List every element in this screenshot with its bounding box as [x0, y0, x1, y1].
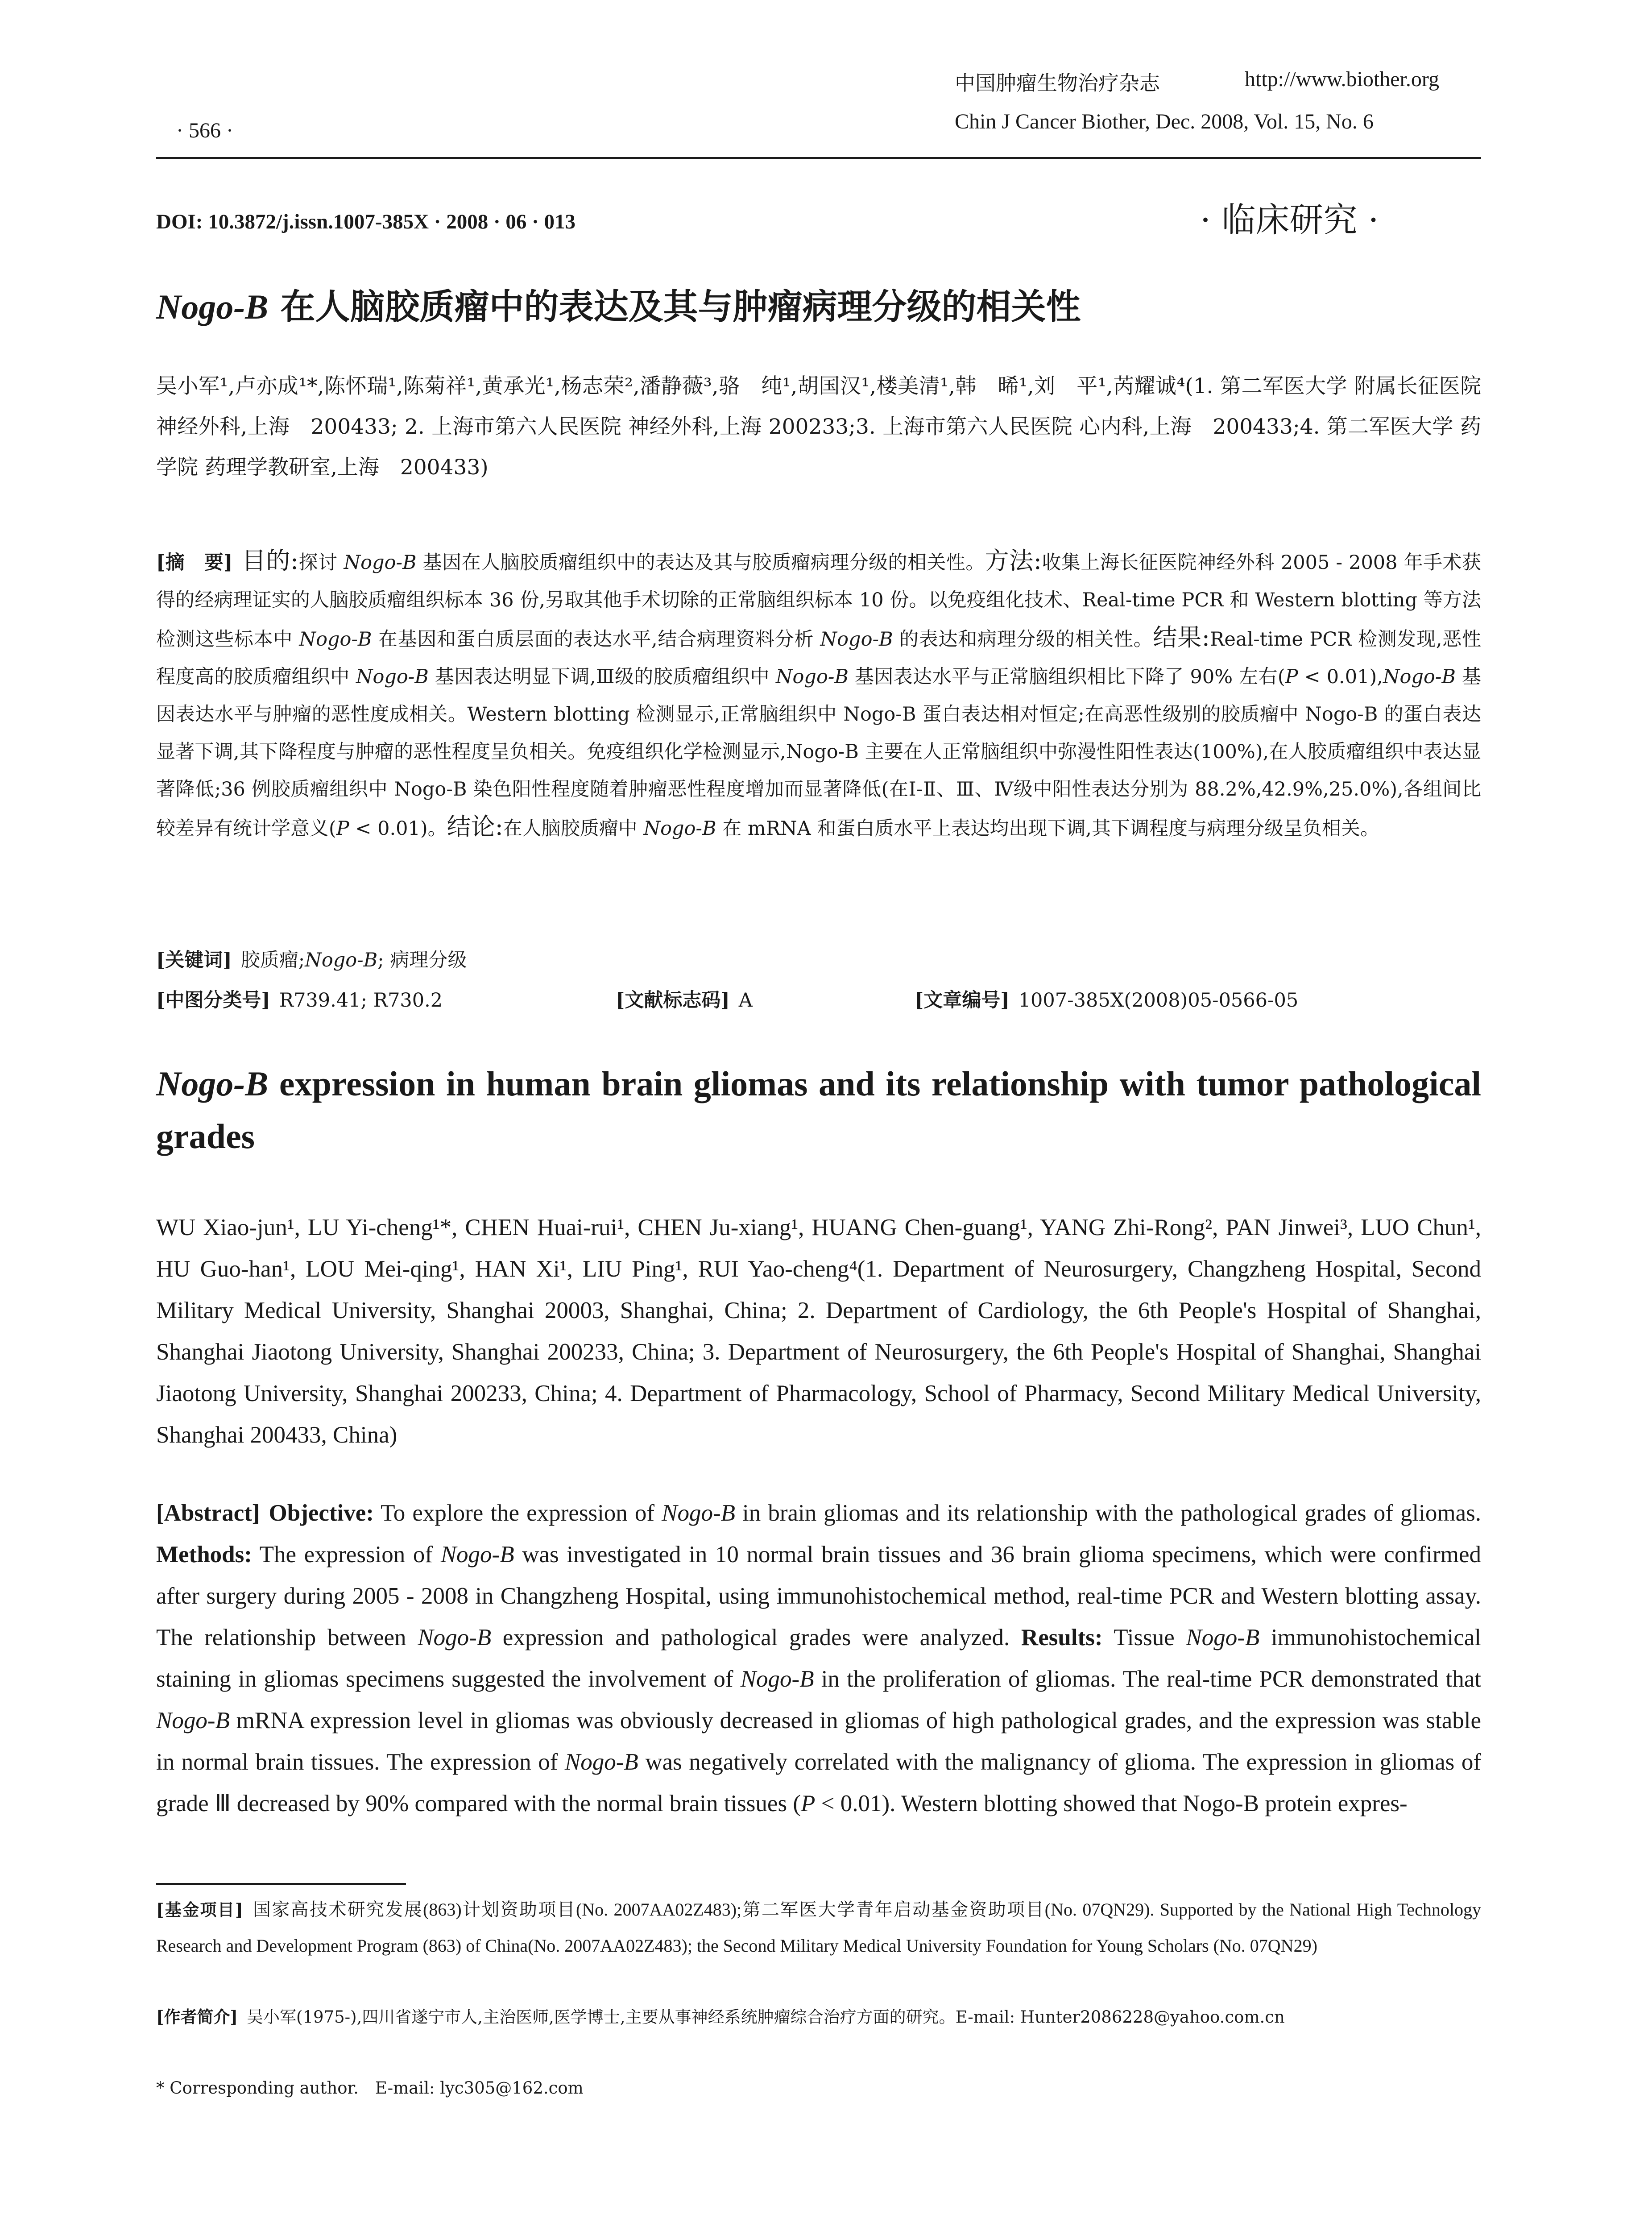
journal-issue: Chin J Cancer Biother, Dec. 2008, Vol. 15, No. 6: [955, 110, 1374, 133]
abstract-cn-label: [摘 要]: [156, 552, 233, 574]
clc-number: [中图分类号] R739.41; R730.2: [156, 989, 443, 1012]
footnote-author: [作者简介] 吴小军(1975-),四川省遂宁市人,主治医师,医学博士,主要从事神经系统肿瘤综合治疗方面的研究。E-mail: Hunter2086228@yahoo.com.cn: [156, 2007, 1285, 2027]
journal-name-cn: 中国肿瘤生物治疗杂志: [955, 71, 1160, 95]
footnote-funding: [基金项目] 国家高技术研究发展(863)计划资助项目(No. 2007AA02Z483);第二军医大学青年启动基金资助项目(No. 07QN29). Supported by the National High Technology Research and Development Program (863) of China(No. 2007AA02Z483); the Second Military Medical University Foundation for Young Scholars (No. 07QN29): [156, 1899, 1481, 1956]
keywords-cn: [关键词] 胶质瘤;Nogo-B; 病理分级: [156, 949, 467, 971]
journal-url[interactable]: http://www.biother.org: [1245, 67, 1439, 91]
abstract-en-label: [Abstract]: [156, 1500, 260, 1526]
footnote-rule: [156, 1883, 406, 1885]
authors-cn: 吴小军¹,卢亦成¹*,陈怀瑞¹,陈菊祥¹,黄承光¹,杨志荣²,潘静薇³,骆 纯¹,胡国汉¹,楼美清¹,韩 晞¹,刘 平¹,芮耀诚⁴(1. 第二军医大学 附属长征医院 神经外科,上海 200433; 2. 上海市第六人民医院 神经外科,上海 200233;3. 上海市第六人民医院 心内科,上海 200433;4. 第二军医大学 药学院 药理学教研室,上海 200433): [156, 374, 1481, 480]
abstract-en: [Abstract] Objective: To explore the expression of Nogo-B in brain gliomas and its relationship with the pathological grades of gliomas. Methods: The expression of Nogo-B was investigated in 10 normal brain tissues and 36 brain glioma specimens, which were confirmed after surgery during 2005 - 2008 in Changzheng Hospital, using immunohistochemical method, real-time PCR and Western blotting assay. The relationship between Nogo-B expression and pathological grades were analyzed. Results: Tissue Nogo-B immunohistochemical staining in gliomas specimens suggested the involvement of Nogo-B in the proliferation of gliomas. The real-time PCR demonstrated that Nogo-B mRNA expression level in gliomas was obviously decreased in gliomas of high pathological grades, and the expression was stable in normal brain tissues. The expression of Nogo-B was negatively correlated with the malignancy of glioma. The expression in gliomas of grade Ⅲ decreased by 90% compared with the normal brain tissues (P < 0.01). Western blotting showed that Nogo-B protein expres-: [156, 1500, 1482, 1816]
abstract-cn: [摘 要] 目的:探讨 Nogo-B 基因在人脑胶质瘤组织中的表达及其与胶质瘤病理分级的相关性。方法:收集上海长征医院神经外科 2005 - 2008 年手术获得的经病理证实的人脑胶质瘤组织标本 36 份,另取其他手术切除的正常脑组织标本 10 份。以免疫组化技术、Real-time PCR 和 Western blotting 等方法检测这些标本中 Nogo-B 在基因和蛋白质层面的表达水平,结合病理资料分析 Nogo-B 的表达和病理分级的相关性。结果:Real-time PCR 检测发现,恶性程度高的胶质瘤组织中 Nogo-B 基因表达明显下调,Ⅲ级的胶质瘤组织中 Nogo-B 基因表达水平与正常脑组织相比下降了 90% 左右(P < 0.01),Nogo-B 基因表达水平与肿瘤的恶性度成相关。Western blotting 检测显示,正常脑组织中 Nogo-B 蛋白表达相对恒定;在高恶性级别的胶质瘤中 Nogo-B 的蛋白表达显著下调,其下降程度与肿瘤的恶性程度呈负相关。免疫组织化学检测显示,Nogo-B 主要在人正常脑组织中弥漫性阳性表达(100%),在人胶质瘤组织中表达显著降低;36 例胶质瘤组织中 Nogo-B 染色阳性程度随着肿瘤恶性程度增加而显著降低(在Ⅰ-Ⅱ、Ⅲ、Ⅳ级中阳性表达分别为 88.2%,42.9%,25.0%),各组间比较差异有统计学意义(P < 0.01)。结论:在人脑胶质瘤中 Nogo-B 在 mRNA 和蛋白质水平上表达均出现下调,其下调程度与病理分级呈负相关。: [156, 547, 1481, 841]
footnote-corresponding: * Corresponding author. E-mail: lyc305@162.com: [156, 2078, 584, 2098]
section-label: · 临床研究 ·: [1200, 200, 1379, 240]
page-number: · 566 ·: [176, 119, 233, 142]
doi: DOI: 10.3872/j.issn.1007-385X · 2008 · 06 · 013: [156, 210, 576, 233]
title-cn: Nogo-B 在人脑胶质瘤中的表达及其与肿瘤病理分级的相关性: [156, 286, 1081, 327]
article-number: [文章编号] 1007-385X(2008)05-0566-05: [915, 989, 1299, 1012]
document-code: [文献标志码] A: [616, 989, 753, 1012]
authors-en: WU Xiao-jun¹, LU Yi-cheng¹*, CHEN Huai-rui¹, CHEN Ju-xiang¹, HUANG Chen-guang¹, YANG Zhi-Rong², PAN Jinwei³, LUO Chun¹, HU Guo-han¹, LOU Mei-qing¹, HAN Xi¹, LIU Ping¹, RUI Yao-cheng⁴(1. Department of Neurosurgery, Changzheng Hospital, Second Military Medical University, Shanghai 20003, Shanghai, China; 2. Department of Cardiology, the 6th People's Hospital of Shanghai, Shanghai Jiaotong University, Shanghai 200233, China; 3. Department of Neurosurgery, the 6th People's Hospital of Shanghai, Shanghai Jiaotong University, Shanghai 200233, China; 4. Department of Pharmacology, School of Pharmacy, Second Military Medical University, Shanghai 200433, China): [156, 1215, 1481, 1448]
title-en: Nogo-B expression in human brain gliomas and its relationship with tumor pathological grades: [156, 1064, 1481, 1156]
header-rule: [156, 157, 1481, 159]
